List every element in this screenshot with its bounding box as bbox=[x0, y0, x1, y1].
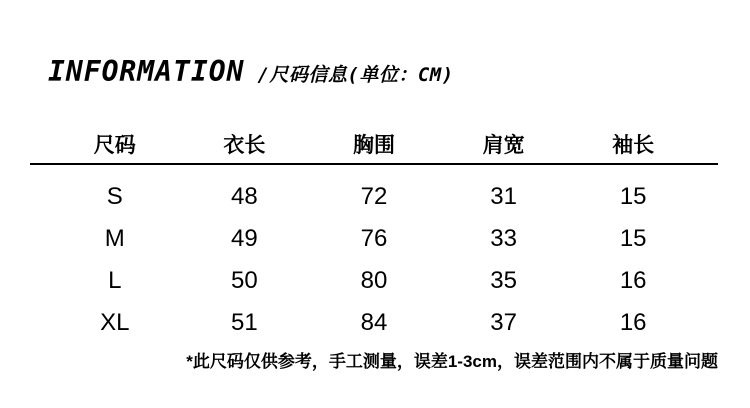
size-cell: XL bbox=[100, 309, 130, 336]
page-title: INFORMATION bbox=[48, 55, 245, 88]
value-cell: 50 bbox=[231, 267, 258, 294]
value-cell: 16 bbox=[619, 267, 647, 294]
page-header bbox=[0, 0, 750, 87]
value-cell: 35 bbox=[490, 267, 517, 294]
size-cell: L bbox=[108, 267, 122, 294]
value-cell: 84 bbox=[360, 309, 388, 336]
table-header-row bbox=[30, 129, 718, 165]
footnote: *此尺码仅供参考，手工测量，误差1-3cm，误差范围内不属于质量问题 bbox=[186, 352, 718, 371]
column-header-shoulder: 肩宽 bbox=[482, 134, 525, 157]
value-cell: 72 bbox=[360, 183, 388, 210]
size-cell: S bbox=[106, 183, 123, 210]
value-cell: 15 bbox=[619, 225, 647, 252]
page-subtitle: /尺码信息(单位：CM) bbox=[257, 64, 454, 86]
value-cell: 31 bbox=[490, 183, 517, 210]
column-header-sleeve: 袖长 bbox=[612, 134, 655, 157]
value-cell: 76 bbox=[360, 225, 388, 252]
value-cell: 16 bbox=[619, 309, 647, 336]
value-cell: 80 bbox=[360, 267, 388, 294]
value-cell: 37 bbox=[490, 309, 517, 336]
column-header-size: 尺码 bbox=[93, 134, 136, 157]
column-header-bust: 胸围 bbox=[352, 134, 395, 157]
table-row-xl bbox=[30, 302, 718, 344]
value-cell: 51 bbox=[231, 309, 258, 336]
table-row-s bbox=[30, 176, 718, 218]
value-cell: 48 bbox=[231, 183, 258, 210]
column-header-length: 衣长 bbox=[223, 134, 266, 157]
table-row-m bbox=[30, 218, 718, 260]
value-cell: 49 bbox=[231, 225, 258, 252]
value-cell: 33 bbox=[490, 225, 517, 252]
size-cell: M bbox=[104, 225, 125, 252]
value-cell: 15 bbox=[619, 183, 647, 210]
table-row-l bbox=[30, 260, 718, 302]
size-chart-table bbox=[30, 129, 718, 344]
table-body bbox=[30, 176, 718, 344]
